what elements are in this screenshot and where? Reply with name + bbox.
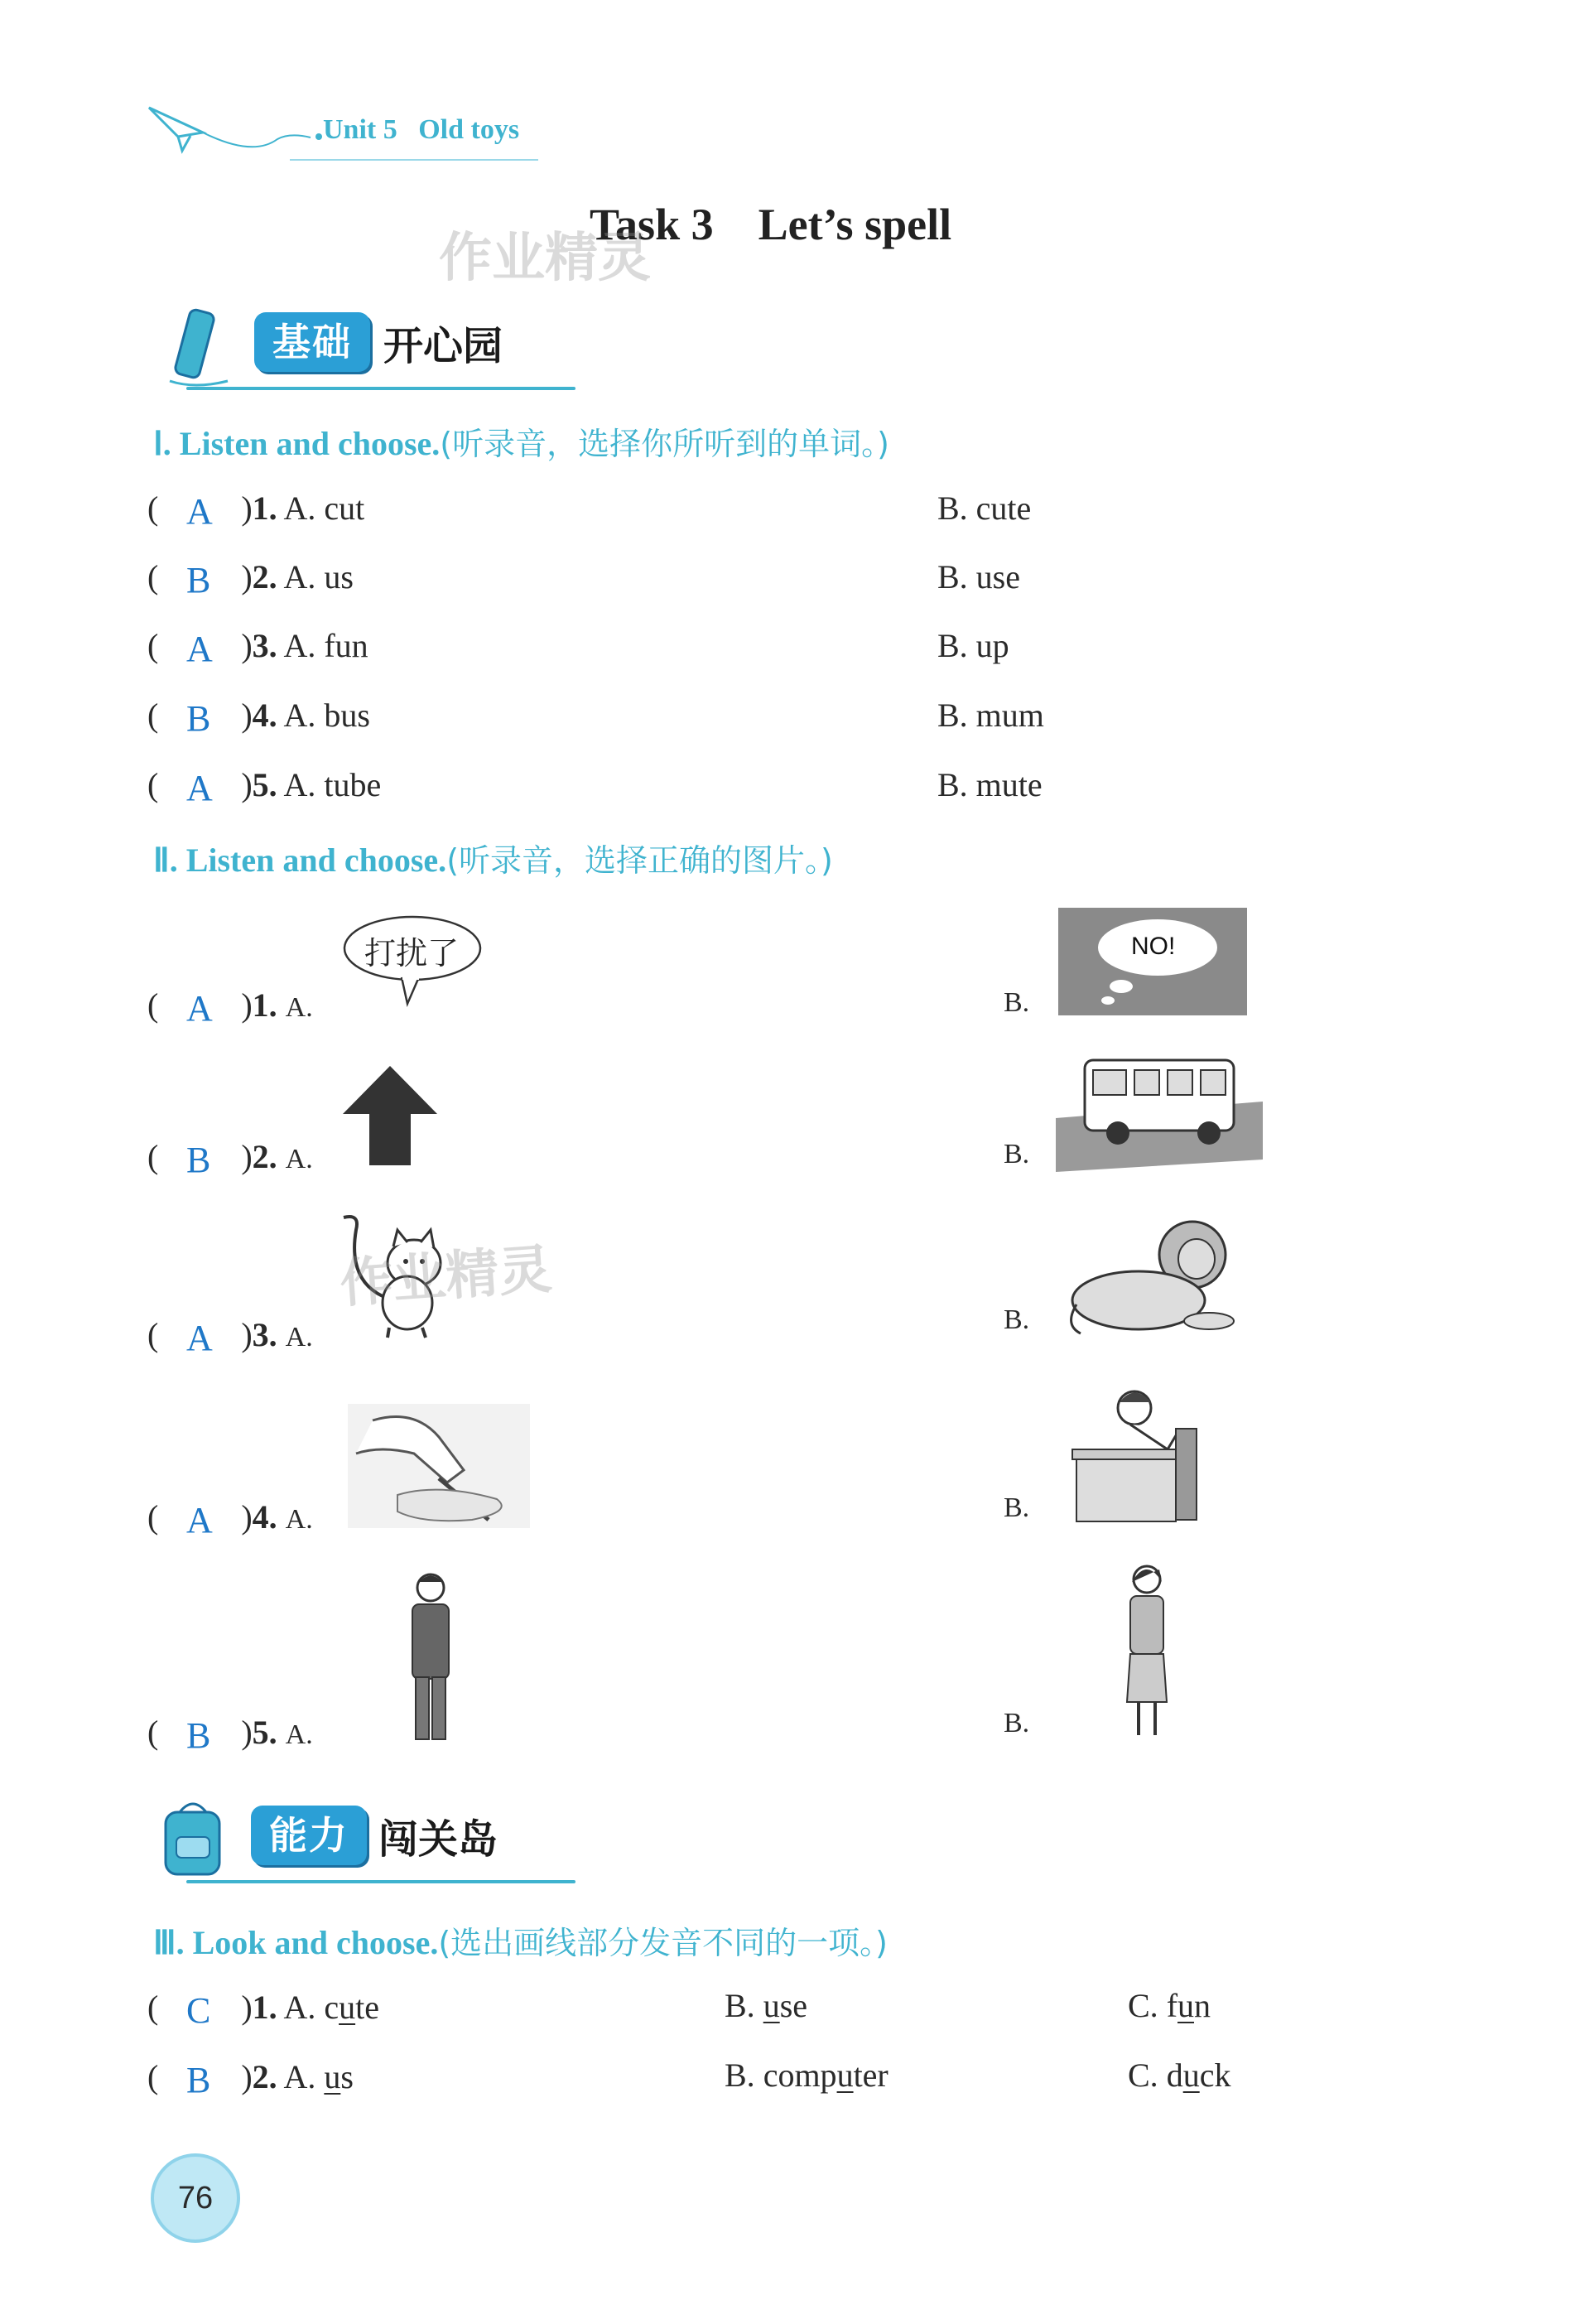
s1-answer-1: A	[186, 491, 213, 532]
s2-answer-4: A	[186, 1500, 213, 1540]
s3-option-b-1: B. use	[725, 1987, 808, 2024]
s1-answer-4: B	[186, 698, 211, 739]
section-1-heading	[153, 418, 889, 464]
no-thought-image	[1058, 908, 1247, 1015]
s2-option-b-4: B.	[1004, 1492, 1030, 1523]
s1-option-b-3: B. up	[937, 627, 1009, 664]
banner-basic-title: 开心园	[383, 323, 503, 369]
s2-answer-3: A	[186, 1318, 213, 1358]
s1-answer-2: B	[186, 560, 211, 600]
s2-row-2: ( )2. A.	[147, 1138, 313, 1175]
s1-row-1: ( )1. A. cut	[147, 489, 365, 527]
page-title: Task 3 Let’s spell	[590, 200, 952, 249]
s2-option-b-3: B.	[1004, 1304, 1030, 1335]
watermark-middle: 作业精灵	[338, 1239, 554, 1315]
unit-header	[323, 114, 519, 146]
bubble-text: 打扰了	[364, 935, 460, 972]
s3-option-c-2: C. duck	[1128, 2056, 1231, 2094]
s1-answer-5: A	[186, 768, 213, 808]
s2-row-5: ( )5. A.	[147, 1714, 313, 1751]
backpack-icon	[153, 1796, 236, 1887]
banner-ability-line	[186, 1880, 575, 1883]
page-number: 76	[151, 2153, 240, 2243]
unit-topic: Old toys	[418, 114, 520, 145]
section-1-title: Ⅰ. Listen and choose.	[153, 425, 441, 462]
s1-row-2: ( )2. A. us	[147, 558, 354, 595]
no-text: NO!	[1131, 933, 1176, 960]
cutting-hand-image	[348, 1404, 530, 1528]
section-3-title-cn: (选出画线部分发音不同的一项。)	[438, 1925, 888, 1961]
s2-option-b-2: B.	[1004, 1139, 1030, 1169]
badge-ability: 能力	[251, 1806, 367, 1865]
unit-label: Unit 5	[323, 114, 397, 145]
header-rule	[290, 159, 538, 161]
s2-answer-2: B	[186, 1140, 211, 1180]
up-arrow-image	[341, 1064, 439, 1168]
man-image	[397, 1569, 464, 1748]
badge-basic: 基础	[254, 312, 370, 372]
banner-basic	[161, 302, 600, 393]
s1-option-b-1: B. cute	[937, 489, 1032, 527]
s2-answer-5: B	[186, 1715, 211, 1756]
s3-option-c-1: C. fun	[1128, 1987, 1211, 2024]
s2-row-4: ( )4. A.	[147, 1498, 313, 1536]
thought-bubble-icon	[1058, 908, 1247, 1015]
s1-row-3: ( )3. A. fun	[147, 627, 368, 664]
s2-row-1: ( )1. A.	[147, 986, 313, 1024]
paper-plane-icon	[145, 99, 327, 166]
s1-option-b-2: B. use	[937, 558, 1020, 595]
s3-row-1: ( )1. A. cute	[147, 1989, 379, 2026]
s3-answer-2: B	[186, 2060, 211, 2100]
woman-image	[1114, 1561, 1180, 1743]
banner-ability	[153, 1796, 600, 1887]
bus-image	[1056, 1052, 1263, 1172]
s1-option-b-5: B. mute	[937, 766, 1043, 803]
s3-answer-1: C	[186, 1990, 211, 2031]
s3-row-2: ( )2. A. us	[147, 2058, 354, 2095]
section-3-title: Ⅲ. Look and choose.	[153, 1924, 439, 1961]
watermark-top: 作业精灵	[439, 228, 651, 289]
banner-ability-title: 闯关岛	[378, 1816, 498, 1863]
s2-row-3: ( )3. A.	[147, 1316, 313, 1353]
s1-option-b-4: B. mum	[937, 697, 1044, 734]
studying-boy-image	[1068, 1379, 1209, 1528]
pencil-icon	[161, 302, 236, 393]
section-2-title: Ⅱ. Listen and choose.	[153, 841, 447, 879]
banner-basic-line	[186, 387, 575, 390]
s1-row-4: ( )4. A. bus	[147, 697, 370, 734]
s2-option-b-1: B.	[1004, 987, 1030, 1018]
s1-answer-3: A	[186, 629, 213, 669]
s3-option-b-2: B. computer	[725, 2056, 888, 2094]
s1-row-5: ( )5. A. tube	[147, 766, 382, 803]
s2-answer-1: A	[186, 988, 213, 1029]
section-2-title-cn: (听录音，选择正确的图片。)	[446, 842, 833, 879]
section-3-heading	[153, 1917, 888, 1963]
lion-image	[1060, 1209, 1242, 1346]
section-2-heading	[153, 835, 833, 880]
section-1-title-cn: (听录音，选择你所听到的单词。)	[440, 426, 889, 462]
s2-option-b-5: B.	[1004, 1708, 1030, 1738]
